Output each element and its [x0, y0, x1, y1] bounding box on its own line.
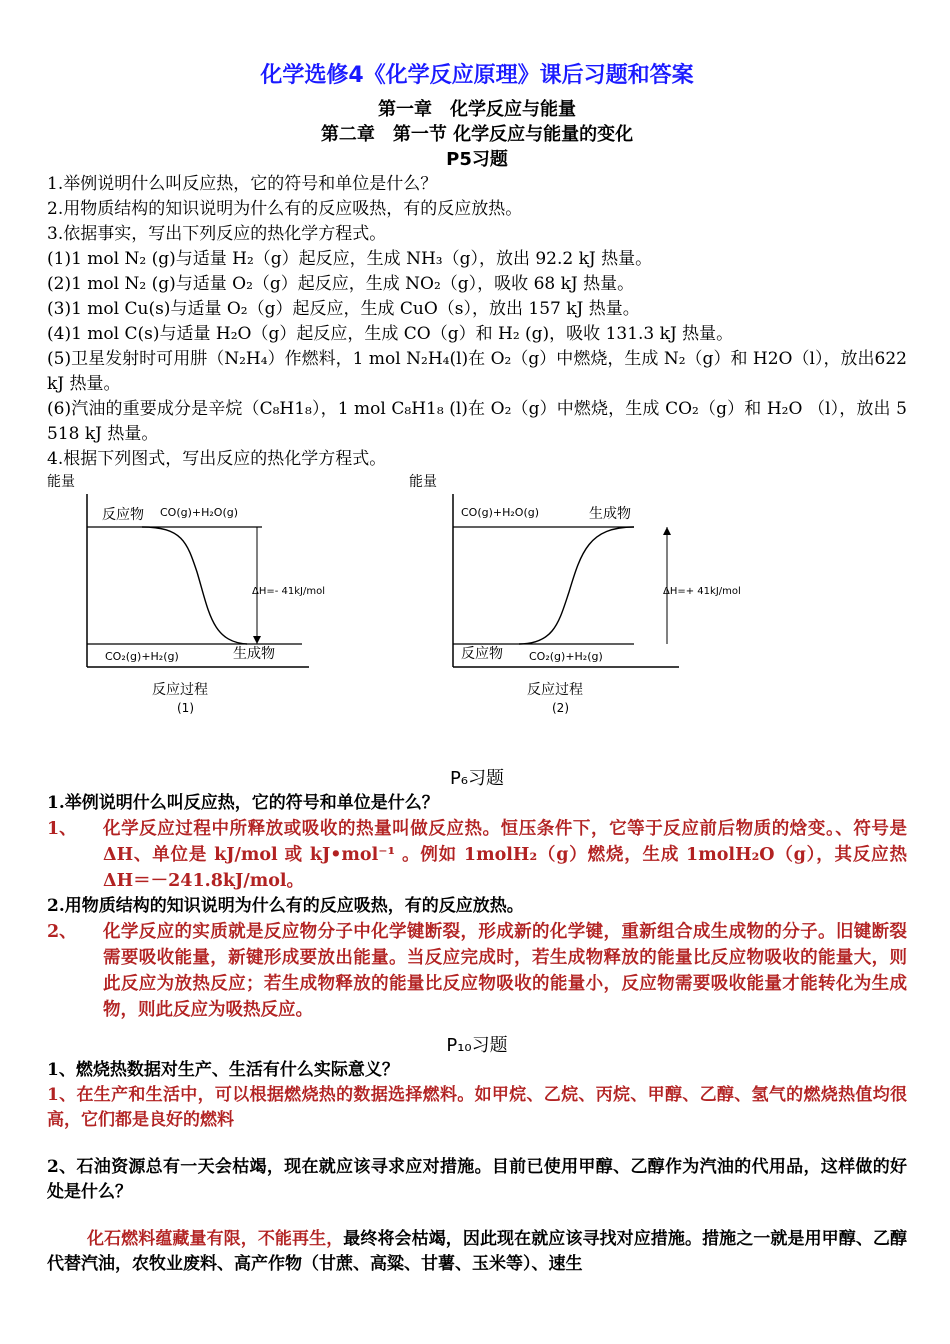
- question-2: 2.用物质结构的知识说明为什么有的反应吸热，有的反应放热。: [47, 199, 523, 219]
- question-1: 1.举例说明什么叫反应热，它的符号和单位是什么？: [47, 174, 438, 194]
- diagram-1-bottom-formula: CO₂(g)+H₂(g): [105, 650, 179, 663]
- diagram-1-product-label: 生成物: [233, 646, 275, 662]
- diagram-1-caption: (1): [177, 701, 194, 715]
- question-3-part-4: (4)1 mol C(s)与适量 H₂O（g）起反应，生成 CO（g）和 H₂ (g)，吸收 131.3 kJ 热量。: [47, 324, 734, 344]
- energy-diagram-1: [47, 472, 325, 716]
- question-3-part-2: (2)1 mol N₂ (g)与适量 O₂（g）起反应，生成 NO₂（g），吸收 68 kJ 热量。: [47, 274, 635, 294]
- question-4: 4.根据下列图式，写出反应的热化学方程式。: [47, 449, 387, 469]
- diagram-1-xlabel: 反应过程: [152, 682, 208, 698]
- p10-answer-2: [47, 1227, 907, 1277]
- p5-heading: P5习题: [446, 149, 508, 170]
- question-3-part-5: (5)卫星发射时可用肼（N₂H₄）作燃料，1 mol N₂H₄(l)在 O₂（g）中燃烧，生成 N₂（g）和 H2O（l），放出622 kJ 热量。: [47, 349, 907, 394]
- diagram-1-dh-label: ΔH=- 41kJ/mol: [252, 586, 325, 597]
- document-title: 化学选修4《化学反应原理》课后习题和答案: [260, 63, 694, 88]
- diagram-2-top-formula: CO(g)+H₂O(g): [461, 506, 540, 519]
- diagram-1-arrow-head: [253, 636, 261, 644]
- energy-diagram-2: [409, 472, 741, 716]
- diagram-2-xlabel: 反应过程: [527, 682, 583, 698]
- answer-question-1: 1.举例说明什么叫反应热，它的符号和单位是什么？: [47, 793, 439, 813]
- diagram-2-product-label: 生成物: [589, 506, 631, 522]
- p10-heading: P₁₀习题: [446, 1035, 508, 1056]
- p10-answer-2-highlight: 化石燃料蕴藏量有限，不能再生，: [87, 1229, 344, 1249]
- answer-question-2: 2.用物质结构的知识说明为什么有的反应吸热，有的反应放热。: [47, 896, 524, 916]
- diagram-2-curve: [519, 527, 634, 644]
- answer-1-text: 化学反应过程中所释放或吸收的热量叫做反应热。恒压条件下，它等于反应前后物质的焓变。、符号是 ΔH、单位是 kJ/mol 或 kJ•mol⁻¹ 。例如 1molH₂（g）燃烧，生成 1molH₂O（g），其反应热 ΔH＝－241.8kJ/mol。: [103, 819, 907, 891]
- diagram-2-arrow-head: [663, 527, 671, 535]
- diagram-2-caption: (2): [552, 701, 569, 715]
- answer-1: [47, 816, 907, 894]
- diagram-1-top-formula: CO(g)+H₂O(g): [160, 506, 239, 519]
- energy-diagram-1-svg: [47, 472, 325, 715]
- document-page: [47, 58, 907, 1277]
- p10-question-1: 1、燃烧热数据对生产、生活有什么实际意义？: [47, 1060, 399, 1080]
- p6-heading: P₆习题: [449, 768, 505, 789]
- p10-question-2: 2、石油资源总有一天会枯竭，现在就应该寻求应对措施。目前已使用甲醇、乙醇作为汽油的代用品，这样做的好处是什么？: [47, 1157, 907, 1202]
- diagram-2-bottom-formula: CO₂(g)+H₂(g): [529, 650, 603, 663]
- section-heading: 第二章 第一节 化学反应与能量的变化: [320, 124, 634, 145]
- answer-2: [47, 919, 907, 1023]
- question-3: 3.依据事实，写出下列反应的热化学方程式。: [47, 224, 387, 244]
- question-3-part-1: (1)1 mol N₂ (g)与适量 H₂（g）起反应，生成 NH₃（g），放出 92.2 kJ 热量。: [47, 249, 653, 269]
- diagram-2-dh-label: ΔH=+ 41kJ/mol: [663, 586, 741, 597]
- energy-diagram-2-svg: [409, 472, 741, 715]
- p10-answer-2-rest: 最终将会枯竭，因此现在就应该寻找对应措施。措施之一就是用甲醇、乙醇代替汽油，农牧业废料、高产作物（甘蔗、高粱、甘薯、玉米等）、速生: [47, 1229, 908, 1274]
- diagram-1-reactant-label: 反应物: [102, 507, 144, 523]
- diagram-1-curve: [142, 527, 247, 644]
- diagram-1-ylabel: 能量: [47, 474, 75, 490]
- answer-2-text: 化学反应的实质就是反应物分子中化学键断裂，形成新的化学键，重新组合成生成物的分子。旧键断裂需要吸收能量，新键形成要放出能量。当反应完成时，若生成物释放的能量比反应物吸收的能量大，则此反应为放热反应；若生成物释放的能量比反应物吸收的能量小，反应物需要吸收能量才能转化为生成物，则此反应为吸热反应。: [103, 922, 907, 1020]
- answer-1-number: 1、: [47, 819, 77, 839]
- p10-answer-1: 1、在生产和生活中，可以根据燃烧热的数据选择燃料。如甲烷、乙烷、丙烷、甲醇、乙醇、氢气的燃烧热值均很高，它们都是良好的燃料: [47, 1085, 907, 1130]
- diagram-2-ylabel: 能量: [409, 474, 437, 490]
- question-3-part-6: (6)汽油的重要成分是辛烷（C₈H1₈），1 mol C₈H1₈ (l)在 O₂（g）中燃烧，生成 CO₂（g）和 H₂O （l），放出 5 518 kJ 热量。: [47, 399, 907, 444]
- energy-diagrams: [47, 472, 907, 722]
- answer-2-number: 2、: [47, 922, 77, 942]
- question-3-part-3: (3)1 mol Cu(s)与适量 O₂（g）起反应，生成 CuO（s），放出 157 kJ 热量。: [47, 299, 640, 319]
- chapter-heading: 第一章 化学反应与能量: [378, 99, 576, 120]
- diagram-2-reactant-label: 反应物: [461, 646, 503, 662]
